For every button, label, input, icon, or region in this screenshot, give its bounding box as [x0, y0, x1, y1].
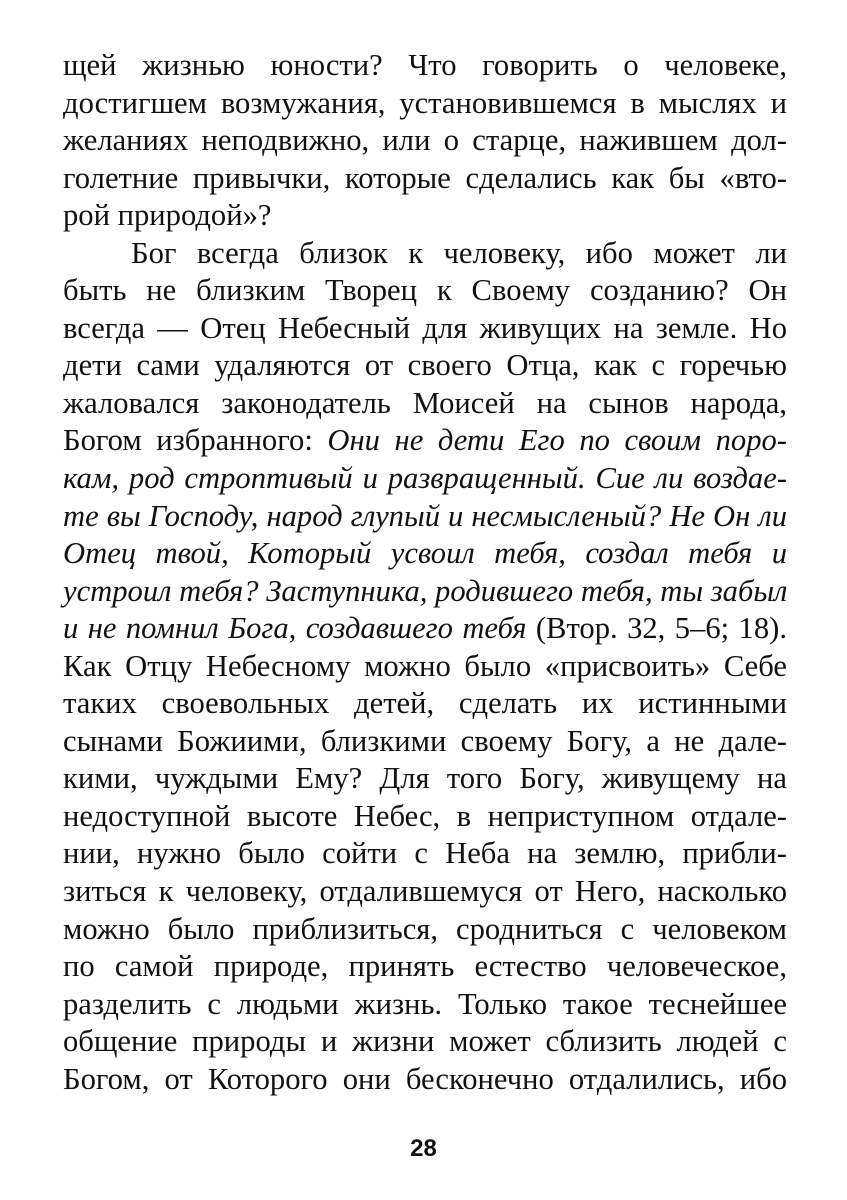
- text-segment: таких своевольных детей, сделать их истинными: [63, 686, 787, 721]
- text-segment: устроил тебя? Заступника, родившего тебя, ты забыл: [63, 573, 788, 608]
- text-segment: разделить с людьми жизнь. Только такое теснейшее: [63, 986, 787, 1021]
- text-segment: можно было приблизиться, сродниться с человеком: [63, 911, 787, 946]
- text-segment: рой природой»?: [63, 198, 272, 233]
- text-segment: общение природы и жизни может сблизить людей с: [63, 1024, 787, 1059]
- text-segment: Бог всегда близок к человеку, ибо может ли: [131, 235, 787, 270]
- text-line: [63, 723, 787, 761]
- text-segment: Богом избранного:: [63, 423, 328, 458]
- text-segment: быть не близким Творец к Своему созданию? Он: [63, 273, 787, 308]
- scripture-quote: и не помнил Бога, создавшего тебя: [63, 611, 527, 646]
- paragraph-first-line: [63, 235, 787, 273]
- text-line: [63, 835, 787, 873]
- text-line: [63, 610, 787, 648]
- text-line: [63, 272, 787, 310]
- text-line: [63, 385, 787, 423]
- text-line: [63, 122, 787, 160]
- text-line: [63, 1023, 787, 1061]
- text-line: [63, 948, 787, 986]
- text-line: [63, 422, 787, 460]
- scripture-quote-line: [63, 460, 787, 498]
- text-segment: кими, чуждыми Ему? Для того Богу, живущему на: [63, 761, 787, 796]
- text-line: [63, 160, 787, 198]
- text-segment: по самой природе, принять естество человеческое,: [63, 949, 787, 984]
- text-segment: достигшем возмужания, установившемся в мыслях и: [63, 85, 787, 120]
- text-segment: Богом, от Которого они бесконечно отдалились, ибо: [63, 1061, 787, 1096]
- text-line: [63, 347, 787, 385]
- paragraph-end-line: [63, 197, 787, 235]
- text-segment: дети сами удаляются от своего Отца, как с горечью: [63, 348, 787, 383]
- scripture-quote-line: [63, 573, 787, 611]
- text-line: [63, 310, 787, 348]
- text-segment: зиться к человеку, отдалившемуся от Него, насколько: [63, 874, 787, 909]
- text-segment: Как Отцу Небесному можно было «присвоить» Себе: [63, 648, 787, 683]
- body-text: [63, 47, 787, 1098]
- scripture-quote-line: [63, 535, 787, 573]
- text-segment: нии, нужно было сойти с Неба на землю, прибли-: [63, 836, 787, 871]
- text-segment: недоступной высоте Небес, в неприступном отдале-: [63, 798, 787, 833]
- text-segment: голетние привычки, которые сделались как бы «вто-: [63, 160, 787, 195]
- text-line: [63, 911, 787, 949]
- text-line: [63, 986, 787, 1024]
- text-line: [63, 685, 787, 723]
- page-number: 28: [410, 1135, 437, 1162]
- text-line: [63, 798, 787, 836]
- text-segment: всегда — Отец Небесный для живущих на земле. Но: [63, 310, 787, 345]
- text-segment: желаниях неподвижно, или о старце, нажившем дол-: [63, 123, 787, 158]
- text-segment: кам, род строптивый и развращенный. Сие ли воздае-: [63, 461, 787, 496]
- scripture-quote: Они не дети Его по своим поро-: [327, 423, 787, 458]
- text-line: [63, 873, 787, 911]
- text-segment: сынами Божиими, близкими своему Богу, а не дале-: [63, 723, 787, 758]
- text-line: [63, 648, 787, 686]
- text-line: [63, 85, 787, 123]
- text-line: [63, 47, 787, 85]
- text-segment: те вы Господу, народ глупый и несмысленый? Не Он ли: [63, 498, 787, 533]
- text-segment: жаловался законодатель Моисей на сынов народа,: [63, 385, 787, 420]
- text-segment: щей жизнью юности? Что говорить о человеке,: [63, 48, 787, 82]
- scripture-reference: (Втор. 32, 5–6; 18).: [526, 611, 787, 646]
- text-segment: Отец твой, Который усвоил тебя, создал тебя и: [63, 536, 787, 571]
- scripture-quote-line: [63, 498, 787, 536]
- text-line: [63, 1061, 787, 1099]
- text-line: [63, 760, 787, 798]
